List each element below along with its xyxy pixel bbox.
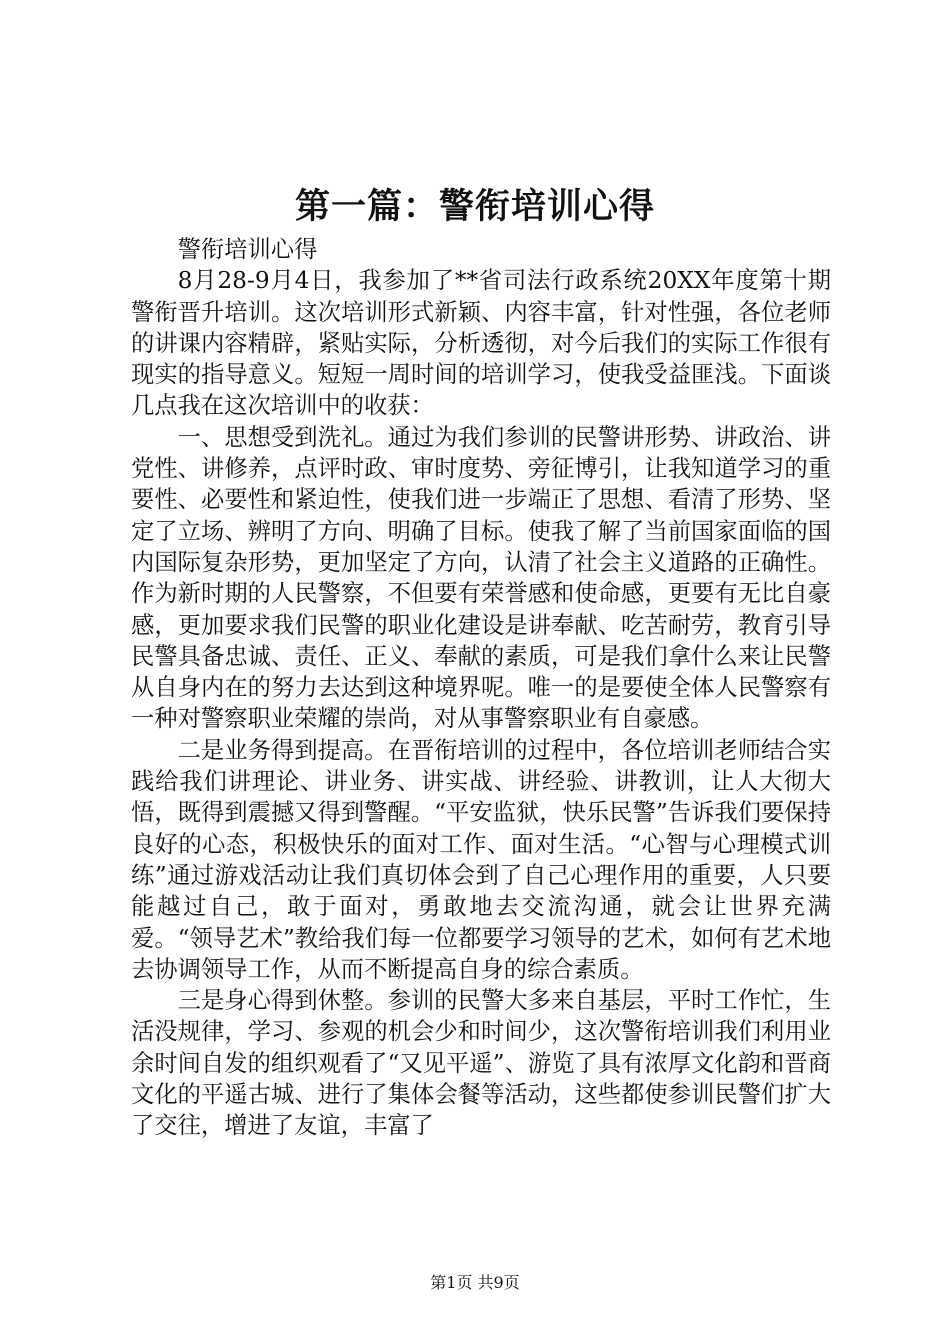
paragraph-4: 三是身心得到休整。参训的民警大多来自基层，平时工作忙，生活没规律，学习、参观的机会少和时间少，这次警衔培训我们利用业余时间自发的组织观看了“又见平遥”、游览了具有浓厚文化韵和晋商文化的平遥古城、进行了集体会餐等活动，这些都使参训民警们扩大了交往，增进了友谊，丰富了 [131,987,831,1140]
paragraph-2: 一、思想受到洗礼。通过为我们参训的民警讲形势、讲政治、讲党性、讲修养，点评时政、审时度势、旁征博引，让我知道学习的重要性、必要性和紧迫性，使我们进一步端正了思想、看清了形势、坚定了立场、辨明了方向、明确了目标。使我了解了当前国家面临的国内国际复杂形势，更加坚定了方向，认清了社会主义道路的正确性。作为新时期的人民警察，不但要有荣誉感和使命感，更要有无比自豪感，更加要求我们民警的职业化建设是讲奉献、吃苦耐劳，教育引导民警具备忠诚、责任、正义、奉献的素质，可是我们拿什么来让民警从自身内在的努力去达到这种境界呢。唯一的是要使全体人民警察有一种对警察职业荣耀的崇尚，对从事警察职业有自豪感。 [131,423,831,733]
document-body [131,234,831,1142]
document-title: 第一篇：警衔培训心得 [294,186,655,227]
paragraph-3: 二是业务得到提高。在晋衔培训的过程中，各位培训老师结合实践给我们讲理论、讲业务、讲实战、讲经验、讲教训，让人大彻大悟，既得到震撼又得到警醒。“平安监狱，快乐民警”告诉我们要保持良好的心态，积极快乐的面对工作、面对生活。“心智与心理模式训练”通过游戏活动让我们真切体会到了自己心理作用的重要，人只要能越过自己，敢于面对，勇敢地去交流沟通，就会让世界充满爱。“领导艺术”教给我们每一位都要学习领导的艺术，如何有艺术地去协调领导工作，从而不断提高自身的综合素质。 [131,736,831,983]
document-subtitle: 警衔培训心得 [177,236,318,263]
paragraph-1: 8月28-9月4日，我参加了**省司法行政系统20XX年度第十期警衔晋升培训。这次培训形式新颖、内容丰富，针对性强，各位老师的讲课内容精辟，紧贴实际，分析透彻，对今后我们的实际工作很有现实的指导意义。短短一周时间的培训学习，使我受益匪浅。下面谈几点我在这次培训中的收获： [131,267,831,420]
page-number-footer: 第1页 共9页 [430,1273,520,1292]
